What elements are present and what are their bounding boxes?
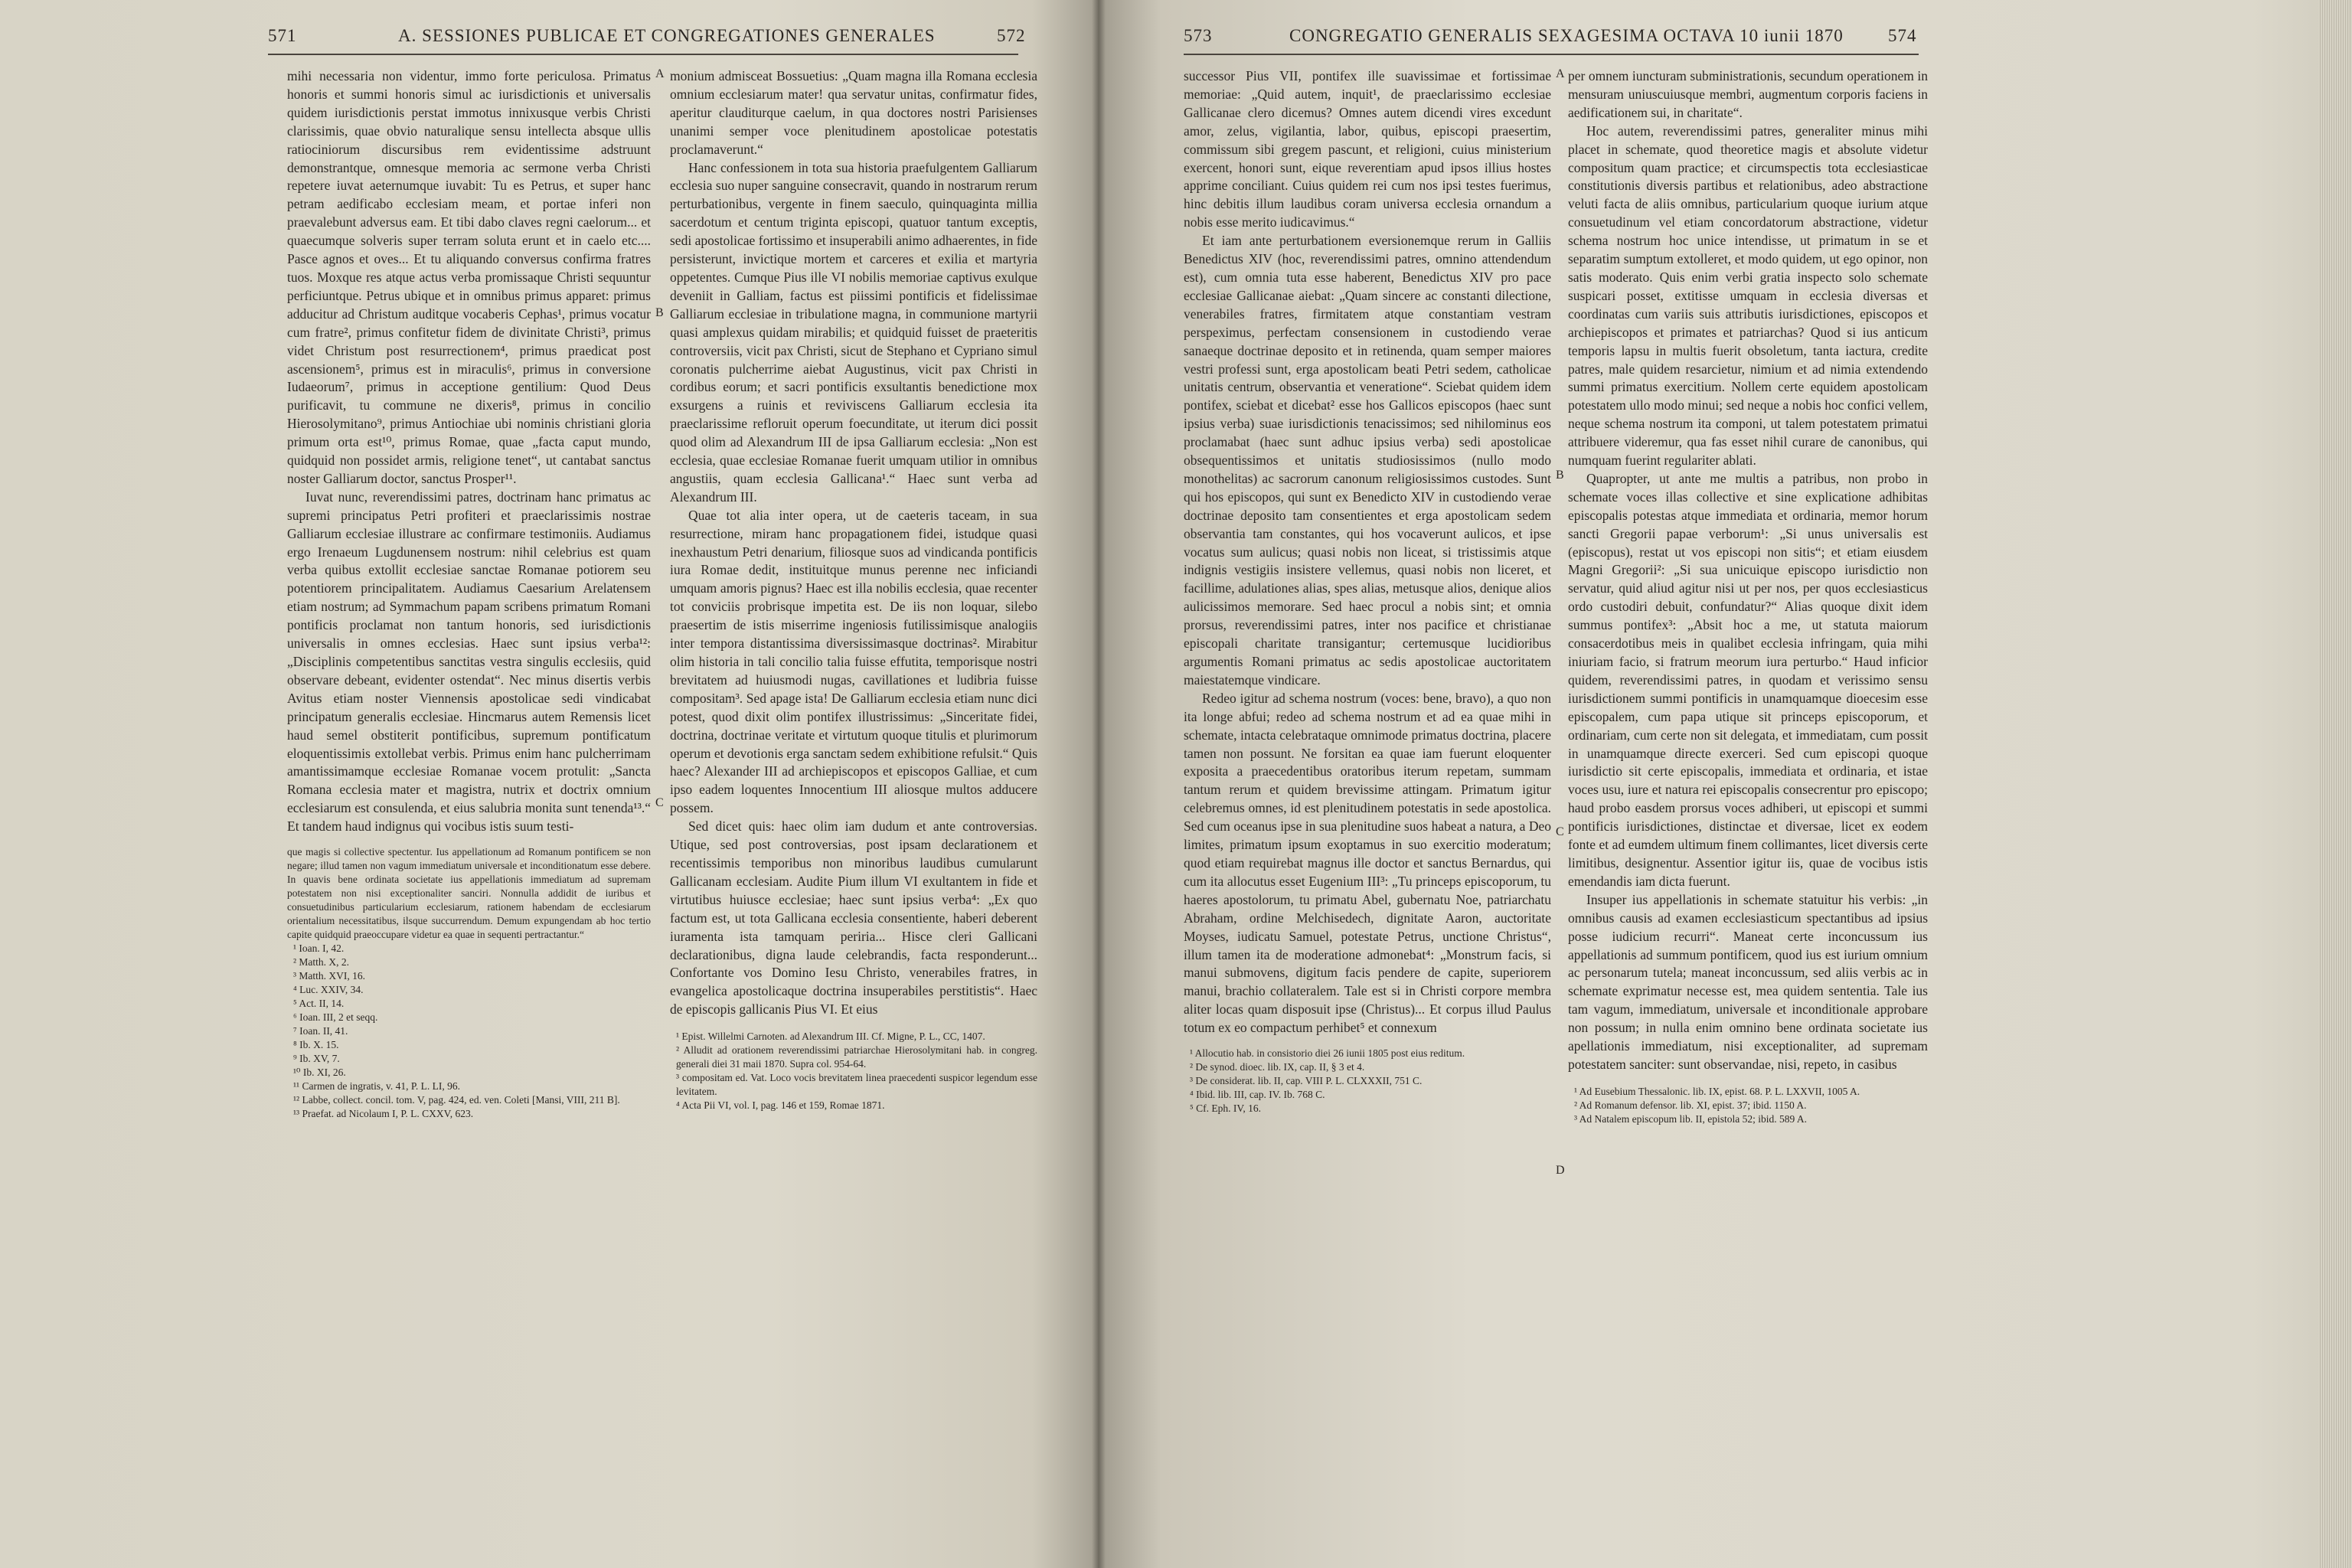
footnote: ¹ Allocutio hab. in consistorio diei 26 iunii 1805 post eius reditum. [1190,1047,1465,1060]
running-title-right: CONGREGATIO GENERALIS SEXAGESIMA OCTAVA 10 iunii 1870 [1289,26,1844,45]
margin-letter-a: A [655,67,665,80]
paragraph: Iuvat nunc, reverendissimi patres, doctrinam hanc primatus ac supremi principatus Petri profiteri et praeclarissimis nostrae Galliarum ecclesiae illustrare ac confirmare testimoniis. Audiamus ergo Irenaeum Lugdunensem nostrum: nihil celebrius est quam verba quibus extollit ecclesiae sanctae Romanae potiorem seu potentiorem principalitatem. Audiamus Caesarium Arelatensem etiam nostrum; ad Symmachum papam scribens primatum Romani pontificis proclamat non tantum honoris, sed iurisdictionis universalis in omnes ecclesias. Haec sunt ipsius verba¹²: „Disciplinis competentibus sanctitas vestra singulis ecclesiis, quid observare debeant, evidenter ostendat“. Nec minus disertis verbis Avitus etiam noster Viennensis apostolicae sedi vindicabat principatum generalis ecclesiae. Hincmarus autem Remensis licet haud semel obstiterit pontificibus, supremum pontificatum eloquentissimis extollebat verbis. Primus enim hanc pulcherrimam amantissimamque ecclesiae Romanae vocem protulit: „Sancta Romana ecclesia mater et magistra, nutrix et doctrix omnium ecclesiarum est consulenda, et eius salubria monita sunt tenenda¹³.“ Et tandem haud indignus qui vocibus istis suum testi- [287,488,651,835]
margin-letter-a: A [1556,67,1565,80]
footnote: ⁴ Ibid. lib. III, cap. IV. Ib. 768 C. [1190,1089,1325,1101]
page-edges [2318,0,2352,1568]
paragraph: Insuper ius appellationis in schemate statuitur his verbis: „in omnibus causis ad examen ecclesiasticum spectantibus ad ipsius posse iudicium recurri“. Maneat certe inconcussum ius appellationis ad summum pontificem, quod ius est iurium omnium ac personarum tutela; maneat inconcussum, sed aliis verbis ac in schemate exprimatur necesse est, mea quidem sententia. Tale ius tam vagum, immediatum, universale et inconditionale approbare non possum; in nulla enim omnino bene ordinata societate ius apellationis immediatum, nisi exceptionaliter, ad supremam potestatem sanciter: sunt observandae, nisi, repeto, in casibus [1568,891,1928,1072]
paragraph: Quapropter, ut ante me multis a patribus, non probo in schemate voces illas collective et sine explicatione adhibitas episcopalis potestas atque immediata et ordinaria, memor horum sancti Gregorii papae verborum¹: „Si unus universalis est (episcopus), restat ut vos episcopi non sitis“; et etiam eiusdem Magni Gregorii²: „Si sua unicuique episcopo iurisdictio non servatur, quid aliud agitur nisi ut per nos, per quos ecclesiasticus ordo custodiri debuit, confundatur?“ Alias quoque dixit idem summus pontifex³: „Absit hoc a me, ut statuta maiorum consacerdotibus meis in qualibet ecclesia infringam, quia mihi iniuriam facio, si fratrum meorum iura perturbo.“ Haud inficior quidem, reverendissimi patres, in quodam et verissimo sensu iurisdictionem summi pontificis in unamquamque dioecesim esse episcopalem, cum papa utique sit princeps episcoporum, et ordinariam, cum certe non sit delegata, et immediatam, cum possit in unamquamque directe exerceri. Sed cum episcopi quoque iurisdictio sit certe episcopalis, immediata et ordinaria, et istae voces usu, iure et natura rei episcopalis consecrentur pro episcopo; haud probo easdem prorsus voces adhiberi, ut episcopi et summi pontificis iurisdictiones, distinctae et diversae, licet ex eodem fonte et ad eumdem ultimum finem collimantes, licet diversis certe limitibus, designentur. Assentior igitur iis, quae de vocibus istis emendandis iam dicta fuerunt. [1568,470,1928,889]
left-page [0,0,1098,1568]
footnote: ¹³ Praefat. ad Nicolaum I, P. L. CXXV, 623. [293,1108,474,1120]
footnote: ¹¹ Carmen de ingratis, v. 41, P. L. LI, 96. [293,1080,460,1093]
footnote: ⁵ Act. II, 14. [293,998,345,1010]
paragraph: Hanc confessionem in tota sua historia praefulgentem Galliarum ecclesia suo nuper sanguine consecravit, quando in nostrarum rerum perturbationibus, vergente in finem saeculo, quinquaginta millia sacerdotum et centum triginta episcopi, quatuor tantum exceptis, sedi apostolicae fortissimo et insuperabili animo adhaerentes, in fide persisterunt, invictique mortem et carceres et exilia et martyria oppetentes. Cumque Pius ille VI nobilis memoriae captivus exulque deveniit in Galliam, factus est piissimi pontificis et fidelissimae Galliarum ecclesiae in tribulatione magna, in communione martyrii quasi amplexus quidam mirabilis; et quidquid fuisset de praeteritis controversiis, vicit pax Christi, sicut de Stephano et Cypriano simul coronatis pulcherrime aiebat Augustinus, vicit pax Christi in cordibus eorum; et sacri pontificis exsultantis benedictione mox exsurgens a ruinis et reviviscens Galliarum ecclesia ita praeclarissime refloruit operum foecunditate, ut iterum dici possit quod olim ad Alexandrum III de ipsa Galliarum ecclesia: „Non est ecclesia, quae ecclesiae Romanae fuerit umquam utilior in omnibus angustiis, quam ecclesia Gallicana¹.“ Haec sunt verba ad Alexandrum III. [670,159,1037,505]
footnote: ¹ Epist. Willelmi Carnoten. ad Alexandrum III. Cf. Migne, P. L., CC, 1407. [676,1031,985,1043]
footnotes [670,1030,1037,1112]
left-column-1 [287,67,651,1121]
footnote: ² Matth. X, 2. [293,956,350,969]
footnote: ⁹ Ib. XV, 7. [293,1053,340,1065]
footnote: ⁸ Ib. X. 15. [293,1039,339,1051]
footnote: ² Alludit ad orationem reverendissimi patriarchae Hierosolymitani hab. in congreg. generali diei 31 maii 1870. Supra col. 954-64. [676,1044,1037,1070]
right-page [1098,0,2352,1568]
footnote: ¹ Ioan. I, 42. [293,942,345,955]
paragraph: Redeo igitur ad schema nostrum (voces: bene, bravo), a quo non ita longe abfui; redeo ad schema nostrum et ad ea quae mihi in schemate, intacta celebrataque omnimode primatus doctrina, placere tamen non possunt. Ne forsitan ea quae iam fuerunt eloquenter exposita a praecedentibus oratoribus iterum repetam, summam tantum rerum et quidem brevissime attingam. Primatum igitur celebremus omnes, id est plenitudinem potestatis in sede apostolica. Sed cum oceanus ipse in sua plenitudine suos habeat a natura, a Deo limites, primatum ipsum exoptamus in suo exercitio moderatum; quod etiam requirebat magnus ille doctor et sanctus Bernardus, qui cum ita allocutus esset Eugenium III³: „Tu princeps episcoporum, tu haeres apostolorum, tu primatu Abel, gubernatu Noe, patriarchatu Abraham, ordine Melchisedech, dignitate Aaron, auctoritate Moyses, iudicatu Samuel, potestate Petrus, unctione Christus“, illum tamen ita de moderatione admonebat⁴: „Monstrum facis, si manui submovens, digitum facis pendere de capite, superiorem manui, brachio collateralem. Tale est si in Christi corpore membra aliter locas quam disposuit ipse (Christus)... Et corpus illud Paulus totum ex eo compactum perhibet⁵ et connexum [1184,690,1551,1036]
margin-letter-b: B [655,306,664,319]
footnote: ⁴ Luc. XXIV, 34. [293,984,364,996]
margin-letter-c: C [655,796,664,809]
page-number-571: 571 [268,26,297,45]
footnotes [1184,1047,1551,1116]
margin-letter-c: C [1556,825,1564,838]
paragraph: monium admisceat Bossuetius: „Quam magna illa Romana ecclesia omnium ecclesiarum mater! qua servatur unitas, confirmatur fides, aperitur clauditurque caelum, in qua doctores nostri Parisienses unanimi semper voce plenitudinem apostolicae potestatis proclamaverunt.“ [670,68,1037,157]
margin-letter-d: D [1556,1164,1565,1177]
footnote: ¹² Labbe, collect. concil. tom. V, pag. 424, ed. ven. Coleti [Mansi, VIII, 211 B]. [293,1094,620,1106]
right-column-1 [1184,67,1551,1116]
page-number-572: 572 [997,26,1026,45]
header-rule-right [1184,54,1919,55]
footnote-continuation: que magis si collective spectentur. Ius appellationum ad Romanum pontificem se non negare; illud tamen non vagum immediatum universale et inconditionatum esse debere. In quavis bene ordinata societate ius appellationis immediatum ad supremam potestatem non nisi exceptionaliter sanciri. Nonnulla addidit de iuribus et consuetudinibus particularium ecclesiarum, rationem habendam de ecclesiarum orientalium necessitatibus, ilsque succurrendum. Demum expungendam ab hoc tertio capite quidquid praeoccupare videtur ea quae in sequenti pertractantur.“ [287,846,651,941]
footnote: ¹ Ad Eusebium Thessalonic. lib. IX, epist. 68. P. L. LXXVII, 1005 A. [1574,1085,1860,1097]
footnotes [287,845,651,1121]
page-number-573: 573 [1184,26,1213,45]
page-number-574: 574 [1888,26,1917,45]
running-title-left: A. SESSIONES PUBLICAE ET CONGREGATIONES GENERALES [398,26,936,45]
book-gutter [1092,0,1106,1568]
paragraph: Quae tot alia inter opera, ut de caeteris taceam, in sua resurrectione, miram hanc propagationem fidei, istudque quasi inexhaustum Petri denarium, filiosque suos ad vindicanda pontificis iura Romae dedit, instituitque munus perenne nec inficiandi umquam amoris pignus? Haec est illa nobilis ecclesia, quae recenter tot conviciis probrisque impetita est. De iis non loquar, silebo praesertim de istis miserrime ingeniosis futilissimisque analogiis inter tempora distantissima diversissimasque doctrinas². Mirabitur olim historia in tali concilio talia fuisse effutita, temporisque nostri brevitatem ad huiusmodi nugas, cavillationes et ludibria fuisse compositam³. Sed apage ista! De Galliarum ecclesia etiam nunc dici potest, quod dixit olim pontifex illustrissimus: „Sinceritate fidei, doctrina, doctrinae veritate et virtutum quoque titulis et plurimorum operum et devotionis erga sanctam sedem exhibitione refulsit.“ Quis haec? Alexander III ad archiepiscopos et episcopos Galliae, et cum ipso eadem loquentes Innocentium III aliosque multos adducere possem. [670,507,1037,816]
footnotes [1568,1085,1928,1126]
footnote: ³ De considerat. lib. II, cap. VIII P. L. CLXXXII, 751 C. [1190,1075,1423,1087]
left-column-2 [670,67,1037,1112]
footnote: ⁴ Acta Pii VI, vol. I, pag. 146 et 159, Romae 1871. [676,1099,885,1112]
paragraph: mihi necessaria non videntur, immo forte periculosa. Primatus honoris et summi honoris simul ac iurisdictionis et universalis quidem iurisdictionis perstat immotus innixusque verbis Christi clarissimis, quae obvio naturalique sensu intellecta absque ullis ratiociniorum discursibus rem evidentissime adstruunt demonstrantque, omnesque memoria ac sermone verba Christi repetere iuvat aeternumque iuvabit: Tu es Petrus, et super hanc petram aedificabo ecclesiam meam, et portae inferi non praevalebunt adversus eam. Et tibi dabo claves regni caelorum... et quaecumque solveris super terram soluta erunt et in caelo etc.... Pasce agnos et oves... Et tu aliquando conversus confirma fratres tuos. Moxque res atque actus verba promissaque Christi sequuntur perficiuntque. Petrus ubique et in omnibus primus apparet: primus adducitur ad Christum auditque vocaberis Cephas¹, primus vocatur cum fratre², primus confitetur fidem de divinitate Christi³, primus videt Christum post resurrectionem⁴, primus praedicat post ascensionem⁵, primus est in miraculis⁶, primus in conversione Iudaeorum⁷, primus in acceptione gentilium: Quod Deus purificavit, tu commune ne dixeris⁸, primus in concilio Hierosolymitano⁹, primus Antiochiae ubi nominis christiani gloria primum orta est¹⁰, primus Romae, quae „facta caput mundo, quidquid non possidet armis, religione tenet“, ut cantabat sanctus noster Galliarum doctor, sanctus Prosper¹¹. [287,68,651,486]
right-column-2 [1568,67,1928,1126]
header-rule-left [268,54,1018,55]
footnote: ² De synod. dioec. lib. IX, cap. II, § 3 et 4. [1190,1061,1365,1073]
footnote: ³ Matth. XVI, 16. [293,970,366,982]
footnote: ³ compositam ed. Vat. Loco vocis brevitatem linea praecedenti suspicor legendum esse levitatem. [676,1072,1037,1098]
footnote: ² Ad Romanum defensor. lib. XI, epist. 37; ibid. 1150 A. [1574,1099,1807,1111]
footnote: ⁵ Cf. Eph. IV, 16. [1190,1102,1261,1115]
paragraph: successor Pius VII, pontifex ille suavissimae et fortissimae memoriae: „Quid autem, inquit¹, de praeclarissimo ecclesiae Gallicanae clero dicemus? Omnes autem dicendi vires excedunt amor, zelus, vigilantia, labor, quibus, episcopi praesertim, commissum sibi gregem pascunt, et religioni, cuius ministerium exercent, honori sunt, eique reverentiam apud ipsos illius hostes apprime conciliant. Cuius quidem rei cum nos ipsi testes fuerimus, hinc debitis illum laudibus coram universa ecclesia ornandum a nobis esse merito iudicavimus.“ [1184,68,1551,230]
footnote: ⁷ Ioan. II, 41. [293,1025,348,1037]
margin-letter-b: B [1556,469,1564,482]
footnote: ⁶ Ioan. III, 2 et seqq. [293,1011,378,1024]
paragraph: Hoc autem, reverendissimi patres, generaliter minus mihi placet in schemate, quod theoretice magis et absolute videtur compositum quam practice; et circumspectis tota ecclesiasticae constitutionis diversis partibus et relationibus, adeo abstractione veluti facta de aliis omnibus, particularium quoque iurium atque consuetudinum vel etiam concordatorum abstractione, videtur schema nostrum hoc unice intendisse, ut primatum in se et separatim sumptum extolleret, et modo quidem, ut ego opinor, non satis moderato. Quis enim verbi gratia inspecto solo schemate suspicari posset, extitisse umquam in ecclesia diversas et coordinatas cum variis suis attributis iurisdictiones, episcopos et archiepiscopos et primates et patriarchas? Quod si ius anticum temporis lapsu in multis fuerit obsoletum, tanta iactura, credite patres, male quidem resarcietur, nimium et ad nimia extendendo summi primatus exercitium. Nollem certe equidem apostolicam potestatem ullo modo minui; sed neque a nobis hoc confici vellem, neque schema nostrum ita componi, ut talem potestatem primatui attribuere videremur, qua fas esset nihil curare de canonibus, qui numquam fuerint regulariter ablati. [1568,122,1928,469]
footnote: ³ Ad Natalem episcopum lib. II, epistola 52; ibid. 589 A. [1574,1112,1808,1125]
footnote: ¹⁰ Ib. XI, 26. [293,1067,346,1079]
paragraph: per omnem iuncturam subministrationis, secundum operationem in mensuram uniuscuiusque membri, augmentum corporis faciens in aedificationem sui, in charitate“. [1568,68,1928,120]
paragraph: Sed dicet quis: haec olim iam dudum et ante controversias. Utique, sed post controversias, post ipsam declarationem et recentissimis temporibus non minoribus laudibus cumularunt Gallicanam ecclesiam. Audite Pium illum VI exultantem in fide et virtutibus huiusce ecclesiae; haec sunt ipsius verba⁴: „Ex quo factum est, ut tota Gallicana ecclesia consentiente, haberi deberent iuramenta ista tamquam periria... Hisce cleri Gallicani declarationibus, digna laude celebrandis, facta responderunt... Confortante vos Domino Iesu Christo, venerabiles fratres, in evangelica apostolicaque doctrina insuperabiles perstitistis“. Haec de episcopis gallicanis Pius VI. Et eius [670,818,1037,1018]
paragraph: Et iam ante perturbationem eversionemque rerum in Galliis Benedictus XIV (hoc, reverendissimi patres, omnino attendendum est), cum omnia tuta esse haberent, Benedictus XIV pro pace ecclesiae Gallicanae aiebat: „Quam sincere ac constanti dilectione, venerabiles fratres, firmitatem atque constantiam vestram perspeximus, perfectam consensionem in custodiendo verae sanaeque doctrinae deposito et in retinenda, quam semper maiores vestri professi sunt, erga apostolicam beati Petri sedem, catholicae unitatis centrum, observantia et veneratione“. Sciebat quidem idem pontifex, sciebat et dicebat² esse hos Gallicos episcopos (haec sunt ipsius verba) suae iurisdictionis tenacissimos; sed nihilominus eos proclamabat (haec sunt adhuc ipsius verba) sedi apostolicae obsequentissimos et unitatis studiosissimos (nullo modo monothelitas) ac sacrorum canonum religiosissimos custodes. Sunt qui hos episcopos, qui sunt ex Benedicto XIV in custodiendo verae doctrinae deposito tam consentientes et erga apostolicam sedem observantia tam constantes, qui hos vocaverunt aulicos, et ipse vocatus sum aulicus; quasi nobis non liceat, si tristissimis atque indignis vestigiis insistere vellemus, quasi nobis non liceret, et facillime, adulationes alias, spes alias, metusque alios, denique alios aulicissimos memorare. Sed haec procul a nobis sint; et omnia prorsus, reverendissimi patres, inter nos pacifice et christianae episcopali charitate transigantur; certemusque lucidioribus argumentis Romani primatus ac sedis apostolicae auctoritatem maiestatemque vindicare. [1184,233,1551,688]
